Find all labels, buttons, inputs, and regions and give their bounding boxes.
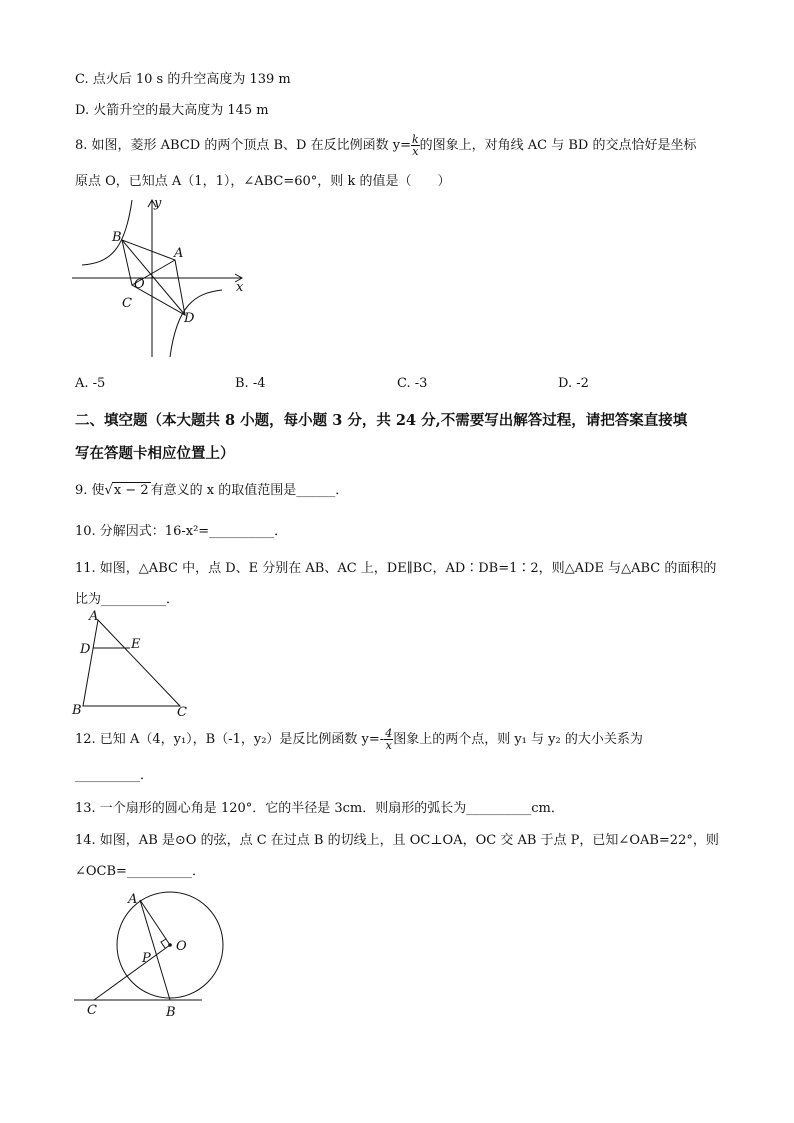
q9-radicand: x − 2: [113, 483, 149, 498]
q8-option-a: A. -5: [75, 376, 106, 391]
q8-line1-post: 的图象上，对角线 AC 与 BD 的交点恰好是坐标: [419, 138, 697, 153]
label-c: C: [87, 1003, 97, 1018]
label-p: P: [142, 951, 151, 966]
q9-post: 有意义的 x 的取值范围是______．: [150, 483, 349, 498]
label-a: A: [128, 892, 138, 907]
q8-frac-den: x: [412, 145, 419, 158]
section2-heading-line1: 二、填空题（本大题共 8 小题，每小题 3 分，共 24 分,不需要写出解答过程，请把答案直接填: [75, 412, 688, 429]
q12-fraction: [384, 728, 393, 751]
label-a: A: [89, 609, 99, 624]
label-c: C: [177, 705, 187, 718]
q8-option-d: D. -2: [558, 376, 589, 391]
q11-figure: [70, 608, 190, 718]
q9-line: [75, 479, 348, 498]
q12-line1-post: 图象上的两个点，则 y₁ 与 y₂ 的大小关系为: [393, 732, 643, 747]
q14-figure: [72, 890, 232, 1020]
q8-line2: 原点 O，已知点 A（1，1），∠ABC=60°，则 k 的值是（ ）: [75, 174, 451, 189]
hyperbola-branch-left: [82, 200, 132, 265]
q14-line1: 14. 如图，AB 是⊙O 的弦，点 C 在过点 B 的切线上，且 OC⊥OA，OC 交 AB 于点 P，已知∠OAB=22°，则: [75, 833, 719, 848]
label-d: D: [80, 642, 91, 657]
q8-option-b: B. -4: [235, 376, 266, 391]
section2-heading-line2: 写在答题卡相应位置上）: [75, 445, 235, 462]
right-angle-icon: [161, 939, 166, 948]
q12-line1-pre: 12. 已知 A（4，y₁），B（-1，y₂）是反比例函数 y=-: [75, 732, 385, 747]
q10-line: 10. 分解因式：16-x²=__________．: [75, 524, 288, 539]
label-c: C: [122, 296, 132, 311]
label-e: E: [131, 637, 141, 652]
label-a: A: [174, 246, 184, 261]
q14-line2: ∠OCB=__________．: [75, 864, 205, 879]
q7-option-d: D. 火箭升空的最大高度为 145 m: [75, 103, 269, 118]
sqrt-icon: √: [104, 483, 113, 498]
hyperbola-branch-right: [170, 290, 222, 357]
q12-line2: __________．: [75, 768, 154, 783]
label-o: O: [134, 277, 145, 292]
q8-figure: [70, 195, 250, 360]
q8-line1: [75, 134, 696, 157]
q9-pre: 9. 使: [75, 483, 105, 498]
label-b: B: [112, 230, 122, 245]
q8-option-c: C. -3: [397, 376, 428, 391]
label-y: y: [154, 196, 162, 211]
q8-line1-pre: 8. 如图，菱形 ABCD 的两个顶点 B、D 在反比例函数 y=: [75, 138, 411, 153]
radius-oa: [140, 900, 170, 945]
center-dot-icon: [168, 943, 172, 947]
q8-fraction: [411, 134, 420, 157]
q11-line1: 11. 如图，△ABC 中，点 D、E 分别在 AB、AC 上，DE∥BC，AD∶DB=1∶2，则△ADE 与△ABC 的面积的: [75, 561, 717, 576]
q11-line2: 比为__________．: [75, 592, 180, 607]
triangle-abc: [83, 620, 180, 706]
segment-oc: [94, 945, 170, 1000]
label-x: x: [236, 280, 244, 295]
q13-line: 13. 一个扇形的圆心角是 120°．它的半径是 3cm．则扇形的弧长为__________cm．: [75, 801, 564, 816]
q12-line1: [75, 728, 643, 751]
q7-option-c: C. 点火后 10 s 的升空高度为 139 m: [75, 72, 291, 87]
q12-frac-num: 4: [385, 727, 393, 740]
q12-frac-den: x: [385, 739, 392, 752]
label-d: D: [184, 311, 195, 326]
label-o: O: [176, 939, 187, 954]
chord-ab: [140, 900, 170, 1000]
q8-frac-num: k: [411, 133, 419, 146]
label-b: B: [166, 1005, 176, 1020]
label-b: B: [72, 703, 82, 718]
